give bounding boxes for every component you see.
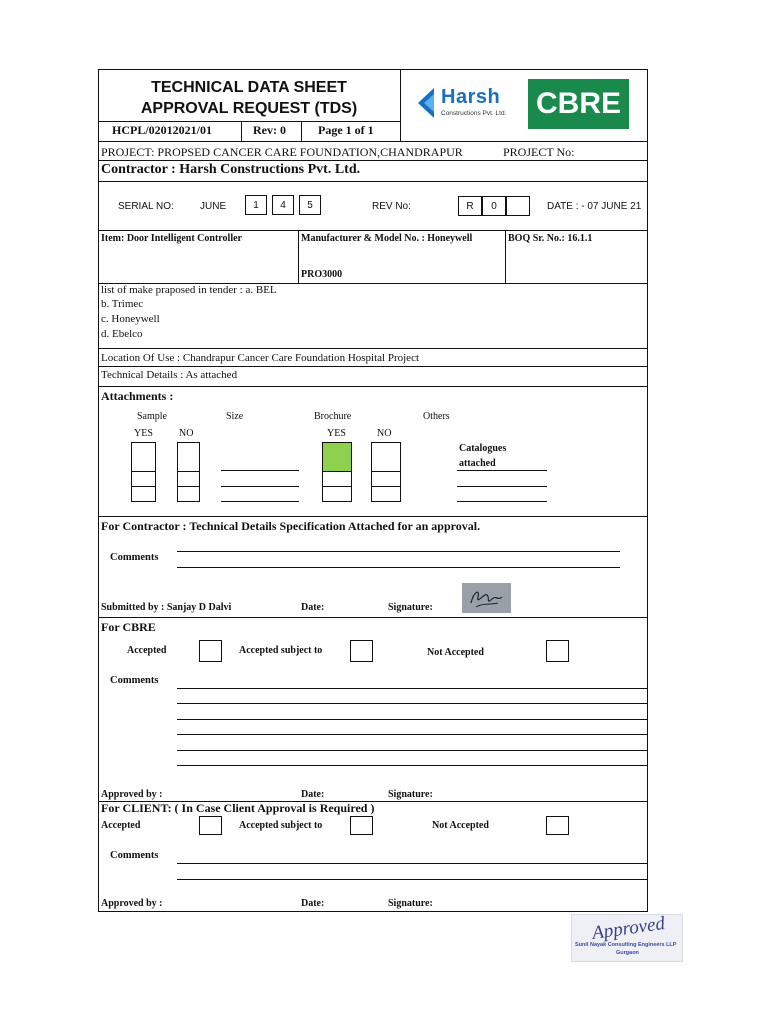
cbre-signature-label: Signature: (388, 789, 433, 800)
client-comments-label: Comments (110, 850, 159, 861)
brochure-no-label: NO (377, 428, 392, 439)
stamp-approved-word: Approved (590, 913, 667, 944)
sample-yes-row-3 (131, 486, 156, 502)
serial-digit-1: 1 (245, 195, 267, 215)
client-not-accepted-label: Not Accepted (432, 820, 489, 831)
harsh-logo (414, 86, 514, 122)
cbre-not-accepted-label: Not Accepted (427, 647, 484, 658)
docno-divider-2 (301, 121, 302, 141)
contractor-row-bottom (98, 181, 648, 182)
cbre-comment-line-2[interactable] (177, 703, 647, 704)
cbre-date-label: Date: (301, 789, 325, 800)
client-accepted-label: Accepted (101, 820, 141, 831)
submitted-by: Submitted by : Sanjay D Dalvi (101, 602, 232, 613)
item-divider-1 (298, 230, 299, 283)
approval-stamp (571, 914, 683, 962)
location-bottom (98, 366, 648, 367)
brochure-yes-checkbox[interactable] (322, 442, 352, 472)
sample-no-label: NO (179, 428, 194, 439)
contractor-section-bottom (98, 617, 648, 618)
sample-yes-label: YES (134, 428, 153, 439)
attach-size-label: Size (226, 411, 244, 422)
attach-sample-label: Sample (137, 411, 167, 422)
cbre-comment-line-1[interactable] (177, 688, 647, 689)
boq-number: BOQ Sr. No.: 16.1.1 (508, 233, 593, 244)
client-section-heading: For CLIENT: ( In Case Client Approval is Required ) (101, 801, 375, 815)
contractor-signature-image (462, 583, 511, 613)
size-line-1 (221, 470, 299, 471)
rev-cell-1: R (458, 196, 482, 216)
item-label: Item: Door Intelligent Controller (101, 233, 242, 244)
rev-number-label: REV No: (372, 201, 411, 212)
project-label: PROJECT: PROPSED CANCER CARE FOUNDATION,CHANDRAPUR (101, 145, 463, 159)
docno-row-top (98, 121, 400, 122)
sample-no-checkbox[interactable] (177, 442, 200, 472)
attachments-bottom (98, 516, 648, 517)
contractor-comment-line-2[interactable] (177, 567, 620, 568)
makes-line-2: b. Trimec (101, 298, 144, 310)
brochure-no-row-2 (371, 471, 401, 487)
catalogues-line-1: Catalogues (459, 443, 507, 454)
header-bottom (98, 141, 648, 142)
brochure-yes-row-3 (322, 486, 352, 502)
brochure-no-checkbox[interactable] (371, 442, 401, 472)
docno-divider-1 (241, 121, 242, 141)
serial-digit-2: 4 (272, 195, 294, 215)
attach-others-label: Others (423, 411, 450, 422)
catalogues-line-2: attached (459, 458, 496, 469)
cbre-comment-line-3[interactable] (177, 719, 647, 720)
cbre-accepted-subject-label: Accepted subject to (239, 645, 323, 656)
contractor-name: Contractor : Harsh Constructions Pvt. Ltd. (101, 162, 361, 177)
model-number: PRO3000 (301, 269, 343, 280)
item-divider-2 (505, 230, 506, 283)
makes-line-3: c. Honeywell (101, 313, 160, 325)
contractor-section-heading: For Contractor : Technical Details Specification Attached for an approval. (101, 519, 481, 533)
client-comment-line-1[interactable] (177, 863, 647, 864)
cbre-section-heading: For CBRE (101, 620, 156, 634)
harsh-logo-sub: Constructions Pvt. Ltd. (441, 110, 507, 117)
harsh-logo-text: Harsh (441, 86, 501, 108)
stamp-company-line: Sunil Nayak Consulting Engineers LLP (575, 942, 677, 948)
manufacturer-label: Manufacturer & Model No. : Honeywell (301, 233, 473, 244)
client-comment-line-2[interactable] (177, 879, 647, 880)
header-divider (400, 69, 401, 141)
brochure-no-row-3 (371, 486, 401, 502)
contractor-signature-label: Signature: (388, 602, 433, 613)
attachments-title: Attachments : (101, 389, 174, 403)
client-accepted-subject-checkbox[interactable] (350, 816, 373, 835)
cbre-comment-line-4[interactable] (177, 734, 647, 735)
cbre-comment-line-6[interactable] (177, 765, 647, 766)
others-line-2 (457, 486, 547, 487)
size-line-2 (221, 486, 299, 487)
brochure-yes-row-2 (322, 471, 352, 487)
location-of-use: Location Of Use : Chandrapur Cancer Care Foundation Hospital Project (101, 352, 420, 364)
cbre-approved-by: Approved by : (101, 789, 163, 800)
client-approved-by: Approved by : (101, 898, 163, 909)
title-line-2: APPROVAL REQUEST (TDS) (140, 100, 358, 117)
serial-month: JUNE (200, 201, 227, 212)
client-accepted-subject-label: Accepted subject to (239, 820, 323, 831)
sample-yes-checkbox[interactable] (131, 442, 156, 472)
cbre-logo-text: CBRE (535, 87, 621, 120)
serial-label: SERIAL NO: (118, 201, 174, 212)
sample-yes-row-2 (131, 471, 156, 487)
cbre-accepted-subject-checkbox[interactable] (350, 640, 373, 662)
cbre-comment-line-5[interactable] (177, 750, 647, 751)
client-signature-label: Signature: (388, 898, 433, 909)
brochure-yes-label: YES (327, 428, 346, 439)
title-line-1: TECHNICAL DATA SHEET (151, 79, 347, 96)
client-accepted-checkbox[interactable] (199, 816, 222, 835)
size-line-3 (221, 501, 299, 502)
serial-row-bottom (98, 230, 648, 231)
harsh-logo-mark-icon (414, 88, 436, 118)
cbre-accepted-checkbox[interactable] (199, 640, 222, 662)
makes-line-4: d. Ebelco (101, 328, 143, 340)
sample-no-row-3 (177, 486, 200, 502)
cbre-comments-label: Comments (110, 675, 159, 686)
others-line-1 (457, 470, 547, 471)
makes-line-1: list of make praposed in tender : a. BEL (101, 284, 277, 296)
project-number-label: PROJECT No: (503, 145, 575, 159)
technical-details: Technical Details : As attached (101, 369, 238, 381)
project-row-bottom (98, 160, 648, 161)
attach-brochure-label: Brochure (314, 411, 352, 422)
page-number: Page 1 of 1 (318, 123, 374, 137)
contractor-comments-label: Comments (110, 552, 159, 563)
contractor-comment-line-1[interactable] (177, 551, 620, 552)
sample-no-row-2 (177, 471, 200, 487)
rev-cell-3 (506, 196, 530, 216)
contractor-date-label: Date: (301, 602, 325, 613)
technical-bottom (98, 386, 648, 387)
revision: Rev: 0 (253, 123, 286, 137)
signature-scribble-icon (462, 583, 511, 613)
rev-cell-2: 0 (482, 196, 506, 216)
cbre-not-accepted-checkbox[interactable] (546, 640, 569, 662)
makes-bottom (98, 348, 648, 349)
cbre-accepted-label: Accepted (127, 645, 167, 656)
client-not-accepted-checkbox[interactable] (546, 816, 569, 835)
serial-date: DATE : - 07 JUNE 21 (547, 201, 642, 212)
client-date-label: Date: (301, 898, 325, 909)
cbre-logo (528, 79, 629, 129)
serial-digit-3: 5 (299, 195, 321, 215)
stamp-city-line: Gurgaon (616, 950, 639, 956)
others-line-3 (457, 501, 547, 502)
doc-number: HCPL/02012021/01 (112, 123, 213, 137)
